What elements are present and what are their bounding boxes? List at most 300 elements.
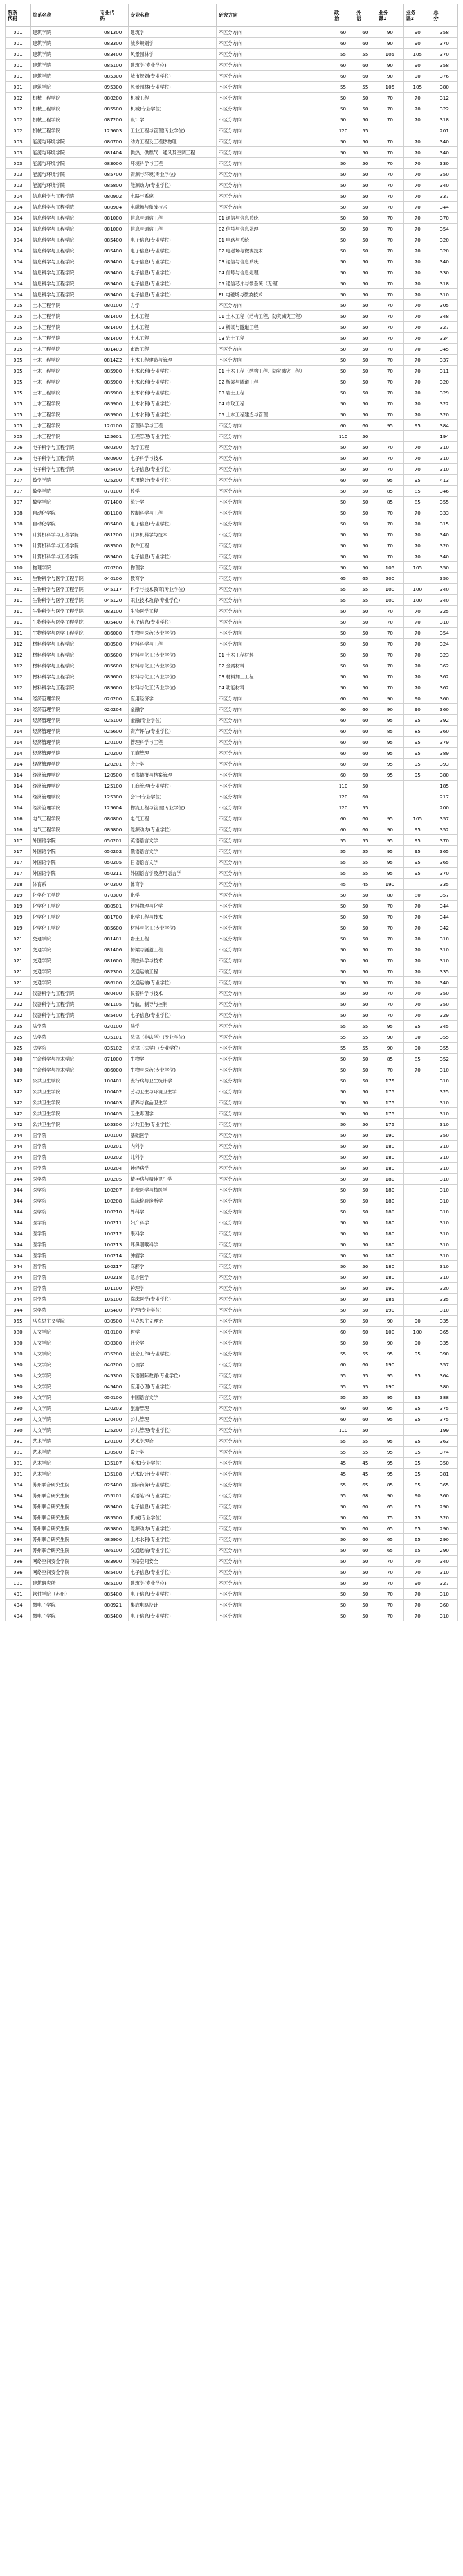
cell-course2-score: 65 bbox=[404, 1534, 431, 1545]
cell-course1-score: 90 bbox=[376, 693, 404, 704]
cell-politics-score: 50 bbox=[332, 1250, 354, 1261]
cell-dept-name: 数学学院 bbox=[30, 497, 98, 507]
cell-dept-name: 材料科学与工程学院 bbox=[30, 639, 98, 649]
cell-politics-score: 50 bbox=[332, 1578, 354, 1589]
cell-dept-code: 017 bbox=[6, 846, 31, 857]
cell-major-code: 100403 bbox=[98, 1097, 128, 1108]
cell-total-score: 310 bbox=[431, 1119, 458, 1130]
cell-dept-name: 能源与环境学院 bbox=[30, 136, 98, 147]
cell-major-name: 土木水利(专业学位) bbox=[128, 409, 216, 420]
cell-total-score: 365 bbox=[431, 1479, 458, 1490]
cell-total-score: 310 bbox=[431, 955, 458, 966]
cell-total-score: 370 bbox=[431, 835, 458, 846]
cell-major-name: 公共卫生(专业学位) bbox=[128, 1119, 216, 1130]
cell-research-direction: 不区分方向 bbox=[216, 966, 332, 977]
cell-foreign-score: 50 bbox=[354, 158, 376, 169]
cell-research-direction: 不区分方向 bbox=[216, 355, 332, 366]
cell-course2-score bbox=[404, 1217, 431, 1228]
cell-foreign-score: 45 bbox=[354, 1458, 376, 1469]
cell-dept-name: 医学院 bbox=[30, 1261, 98, 1272]
table-row bbox=[6, 1032, 458, 1043]
cell-research-direction: 不区分方向 bbox=[216, 595, 332, 606]
cell-dept-code: 044 bbox=[6, 1305, 31, 1316]
cell-dept-code: 044 bbox=[6, 1294, 31, 1305]
cell-major-name: 电子信息(专业学位) bbox=[128, 289, 216, 300]
cell-major-name: 职业技术教育(专业学位) bbox=[128, 595, 216, 606]
cell-research-direction: 02 电磁场与微波技术 bbox=[216, 245, 332, 256]
cell-research-direction: 不区分方向 bbox=[216, 1217, 332, 1228]
cell-total-score: 340 bbox=[431, 256, 458, 267]
cell-major-code: 020200 bbox=[98, 693, 128, 704]
cell-dept-name: 土木工程学院 bbox=[30, 376, 98, 387]
cell-course2-score: 70 bbox=[404, 1064, 431, 1075]
table-row bbox=[6, 442, 458, 453]
cell-politics-score: 50 bbox=[332, 1337, 354, 1348]
cell-politics-score: 50 bbox=[332, 1195, 354, 1206]
cell-dept-name: 材料科学与工程学院 bbox=[30, 671, 98, 682]
cell-major-name: 影像医学与核医学 bbox=[128, 1185, 216, 1195]
cell-dept-code: 003 bbox=[6, 169, 31, 180]
cell-politics-score: 50 bbox=[332, 1283, 354, 1294]
cell-research-direction: 不区分方向 bbox=[216, 922, 332, 933]
cell-course1-score: 105 bbox=[376, 49, 404, 60]
cell-politics-score: 60 bbox=[332, 737, 354, 748]
cell-total-score: 340 bbox=[431, 1556, 458, 1567]
cell-foreign-score: 60 bbox=[354, 813, 376, 824]
table-row bbox=[6, 464, 458, 475]
cell-foreign-score: 60 bbox=[354, 1534, 376, 1545]
cell-major-code: 085400 bbox=[98, 256, 128, 267]
cell-major-code: 081200 bbox=[98, 529, 128, 540]
cell-politics-score: 50 bbox=[332, 639, 354, 649]
cell-major-name: 电磁场与微波技术 bbox=[128, 202, 216, 213]
cell-major-code: 085900 bbox=[98, 398, 128, 409]
cell-course1-score: 70 bbox=[376, 147, 404, 158]
cell-foreign-score: 60 bbox=[354, 759, 376, 770]
cell-major-name: 外科学 bbox=[128, 1206, 216, 1217]
cell-foreign-score: 50 bbox=[354, 1228, 376, 1239]
cell-foreign-score: 50 bbox=[354, 93, 376, 103]
cell-course2-score bbox=[404, 1097, 431, 1108]
cell-politics-score: 60 bbox=[332, 770, 354, 781]
cell-dept-code: 055 bbox=[6, 1316, 31, 1327]
cell-dept-name: 信息科学与工程学院 bbox=[30, 234, 98, 245]
cell-course1-score: 70 bbox=[376, 1578, 404, 1589]
cell-major-name: 交通运输工程 bbox=[128, 966, 216, 977]
table-row bbox=[6, 409, 458, 420]
cell-dept-name: 网络空间安全学院 bbox=[30, 1567, 98, 1578]
cell-major-code: 025600 bbox=[98, 726, 128, 737]
cell-major-code: 125200 bbox=[98, 1425, 128, 1436]
cell-foreign-score: 50 bbox=[354, 1337, 376, 1348]
cell-major-code: 085400 bbox=[98, 1610, 128, 1621]
cell-course2-score bbox=[404, 1283, 431, 1294]
cell-major-code: 085400 bbox=[98, 551, 128, 562]
column-header-course1 bbox=[376, 4, 404, 27]
cell-dept-name: 经济管理学院 bbox=[30, 693, 98, 704]
cell-dept-name: 人文学院 bbox=[30, 1392, 98, 1403]
cell-course2-score bbox=[404, 1141, 431, 1152]
cell-research-direction: 不区分方向 bbox=[216, 944, 332, 955]
cell-politics-score: 50 bbox=[332, 966, 354, 977]
cell-course1-score: 180 bbox=[376, 1174, 404, 1185]
cell-course2-score bbox=[404, 1152, 431, 1163]
cell-course2-score: 95 bbox=[404, 1458, 431, 1469]
cell-dept-code: 084 bbox=[6, 1501, 31, 1512]
cell-course2-score: 95 bbox=[404, 857, 431, 868]
cell-course1-score: 70 bbox=[376, 1064, 404, 1075]
cell-total-score: 346 bbox=[431, 486, 458, 497]
table-row bbox=[6, 1217, 458, 1228]
cell-politics-score: 50 bbox=[332, 409, 354, 420]
cell-total-score: 381 bbox=[431, 1469, 458, 1479]
cell-politics-score: 110 bbox=[332, 431, 354, 442]
cell-major-code: 050205 bbox=[98, 857, 128, 868]
table-row bbox=[6, 256, 458, 267]
cell-dept-name: 经济管理学院 bbox=[30, 748, 98, 759]
cell-foreign-score: 50 bbox=[354, 191, 376, 202]
cell-course1-score: 70 bbox=[376, 922, 404, 933]
table-row bbox=[6, 922, 458, 933]
cell-total-score: 344 bbox=[431, 202, 458, 213]
cell-foreign-score: 50 bbox=[354, 912, 376, 922]
cell-foreign-score: 60 bbox=[354, 1327, 376, 1337]
table-row bbox=[6, 649, 458, 660]
cell-research-direction: 不区分方向 bbox=[216, 431, 332, 442]
cell-dept-code: 021 bbox=[6, 933, 31, 944]
cell-research-direction: 不区分方向 bbox=[216, 639, 332, 649]
cell-major-code: 085600 bbox=[98, 649, 128, 660]
cell-total-score: 322 bbox=[431, 103, 458, 114]
cell-course1-score: 90 bbox=[376, 1490, 404, 1501]
table-row bbox=[6, 1545, 458, 1556]
cell-major-name: 岩土工程 bbox=[128, 933, 216, 944]
table-row bbox=[6, 1610, 458, 1621]
cell-course1-score: 70 bbox=[376, 234, 404, 245]
cell-major-code: 055101 bbox=[98, 1490, 128, 1501]
cell-foreign-score: 50 bbox=[354, 355, 376, 366]
cell-foreign-score: 50 bbox=[354, 497, 376, 507]
cell-course2-score: 70 bbox=[404, 103, 431, 114]
cell-total-score: 358 bbox=[431, 60, 458, 71]
cell-course2-score: 70 bbox=[404, 398, 431, 409]
cell-dept-code: 081 bbox=[6, 1447, 31, 1458]
cell-politics-score: 50 bbox=[332, 671, 354, 682]
cell-foreign-score: 50 bbox=[354, 136, 376, 147]
cell-foreign-score: 50 bbox=[354, 453, 376, 464]
cell-course2-score: 70 bbox=[404, 158, 431, 169]
cell-course2-score: 80 bbox=[404, 890, 431, 901]
cell-foreign-score: 55 bbox=[354, 835, 376, 846]
cell-dept-name: 建筑学院 bbox=[30, 38, 98, 49]
cell-politics-score: 55 bbox=[332, 595, 354, 606]
cell-foreign-score: 50 bbox=[354, 1097, 376, 1108]
cell-politics-score: 50 bbox=[332, 1316, 354, 1327]
cell-course2-score: 95 bbox=[404, 1392, 431, 1403]
cell-course2-score bbox=[404, 879, 431, 890]
cell-major-name: 精神病与精神卫生学 bbox=[128, 1174, 216, 1185]
cell-research-direction: 不区分方向 bbox=[216, 759, 332, 770]
cell-research-direction: 不区分方向 bbox=[216, 1610, 332, 1621]
cell-course2-score bbox=[404, 1239, 431, 1250]
cell-research-direction: 不区分方向 bbox=[216, 551, 332, 562]
cell-course1-score: 70 bbox=[376, 376, 404, 387]
table-row bbox=[6, 540, 458, 551]
cell-major-name: 数学 bbox=[128, 486, 216, 497]
cell-course2-score: 70 bbox=[404, 1610, 431, 1621]
cell-dept-name: 建筑研究所 bbox=[30, 1578, 98, 1589]
cell-dept-name: 建筑学院 bbox=[30, 27, 98, 38]
cell-course2-score: 95 bbox=[404, 1348, 431, 1359]
cell-foreign-score: 50 bbox=[354, 922, 376, 933]
table-row bbox=[6, 267, 458, 278]
cell-total-score: 320 bbox=[431, 376, 458, 387]
cell-dept-code: 014 bbox=[6, 737, 31, 748]
cell-research-direction: 不区分方向 bbox=[216, 824, 332, 835]
cell-total-score: 327 bbox=[431, 1578, 458, 1589]
cell-dept-name: 经济管理学院 bbox=[30, 770, 98, 781]
cell-total-score: 305 bbox=[431, 300, 458, 311]
cell-politics-score: 60 bbox=[332, 813, 354, 824]
cell-research-direction: 不区分方向 bbox=[216, 802, 332, 813]
cell-major-code: 082300 bbox=[98, 966, 128, 977]
total-line2: 分 bbox=[433, 15, 439, 21]
table-row bbox=[6, 1447, 458, 1458]
cell-research-direction: 不区分方向 bbox=[216, 573, 332, 584]
cell-major-code: 095300 bbox=[98, 82, 128, 93]
table-row bbox=[6, 1108, 458, 1119]
cell-course2-score: 95 bbox=[404, 835, 431, 846]
cell-major-code: 130100 bbox=[98, 1436, 128, 1447]
cell-course1-score: 95 bbox=[376, 1414, 404, 1425]
cell-dept-code: 005 bbox=[6, 322, 31, 333]
cell-total-score: 355 bbox=[431, 1043, 458, 1054]
cell-research-direction: 04 市政工程 bbox=[216, 398, 332, 409]
cell-course2-score: 70 bbox=[404, 1589, 431, 1600]
cell-major-name: 图书情报与档案管理 bbox=[128, 770, 216, 781]
cell-dept-code: 014 bbox=[6, 781, 31, 791]
cell-foreign-score: 50 bbox=[354, 256, 376, 267]
cell-major-name: 土木工程 bbox=[128, 333, 216, 344]
cell-politics-score: 50 bbox=[332, 103, 354, 114]
cell-research-direction: 05 通信芯片与微系统（无锡） bbox=[216, 278, 332, 289]
cell-major-name: 化学 bbox=[128, 890, 216, 901]
cell-major-code: 085800 bbox=[98, 824, 128, 835]
cell-major-name: 体育学 bbox=[128, 879, 216, 890]
cell-foreign-score: 50 bbox=[354, 344, 376, 355]
cell-research-direction: 不区分方向 bbox=[216, 999, 332, 1010]
cell-major-code: 081100 bbox=[98, 507, 128, 518]
cell-major-name: 肿瘤学 bbox=[128, 1250, 216, 1261]
cell-course2-score: 70 bbox=[404, 649, 431, 660]
cell-course1-score: 70 bbox=[376, 311, 404, 322]
cell-major-code: 130500 bbox=[98, 1447, 128, 1458]
cell-major-name: 桥梁与隧道工程 bbox=[128, 944, 216, 955]
cell-major-name: 外国语言学及应用语言学 bbox=[128, 868, 216, 879]
cell-major-code: 081406 bbox=[98, 944, 128, 955]
cell-total-score: 348 bbox=[431, 311, 458, 322]
cell-course2-score bbox=[404, 1228, 431, 1239]
cell-course2-score: 100 bbox=[404, 595, 431, 606]
cell-major-code: 100405 bbox=[98, 1108, 128, 1119]
cell-course2-score: 90 bbox=[404, 1043, 431, 1054]
table-row bbox=[6, 202, 458, 213]
cell-politics-score: 55 bbox=[332, 1381, 354, 1392]
cell-politics-score: 50 bbox=[332, 1206, 354, 1217]
cell-total-score: 374 bbox=[431, 1447, 458, 1458]
cell-major-name: 设计学 bbox=[128, 114, 216, 125]
cell-dept-name: 能源与环境学院 bbox=[30, 180, 98, 191]
cell-major-name: 电子信息(专业学位) bbox=[128, 245, 216, 256]
cell-politics-score: 60 bbox=[332, 1403, 354, 1414]
cell-course1-score: 70 bbox=[376, 660, 404, 671]
cell-major-code: 080900 bbox=[98, 453, 128, 464]
table-row bbox=[6, 977, 458, 988]
cell-dept-code: 017 bbox=[6, 835, 31, 846]
cell-total-score: 312 bbox=[431, 93, 458, 103]
cell-dept-code: 014 bbox=[6, 802, 31, 813]
cell-dept-name: 土木工程学院 bbox=[30, 355, 98, 366]
cell-foreign-score: 60 bbox=[354, 770, 376, 781]
cell-course1-score: 90 bbox=[376, 1337, 404, 1348]
cell-major-code: 035200 bbox=[98, 1348, 128, 1359]
cell-major-code: 100210 bbox=[98, 1206, 128, 1217]
cell-dept-name: 电子科学与工程学院 bbox=[30, 453, 98, 464]
cell-major-code: 045120 bbox=[98, 595, 128, 606]
cell-total-score: 350 bbox=[431, 169, 458, 180]
cell-course1-score: 175 bbox=[376, 1108, 404, 1119]
cell-dept-code: 021 bbox=[6, 955, 31, 966]
cell-research-direction: 不区分方向 bbox=[216, 82, 332, 93]
cell-research-direction: 不区分方向 bbox=[216, 770, 332, 781]
cell-total-score: 340 bbox=[431, 584, 458, 595]
table-row bbox=[6, 49, 458, 60]
table-row bbox=[6, 103, 458, 114]
cell-course2-score bbox=[404, 1272, 431, 1283]
cell-course2-score: 70 bbox=[404, 540, 431, 551]
column-header-major-name: 专业名称 bbox=[128, 4, 216, 27]
major-code-line2: 码 bbox=[100, 15, 105, 21]
cell-major-code: 070200 bbox=[98, 562, 128, 573]
cell-total-score: 329 bbox=[431, 1010, 458, 1021]
cell-total-score: 358 bbox=[431, 27, 458, 38]
cell-course2-score: 70 bbox=[404, 256, 431, 267]
cell-major-name: 软件工程 bbox=[128, 540, 216, 551]
cell-research-direction: 03 通信与信息系统 bbox=[216, 256, 332, 267]
cell-dept-name: 微电子学院 bbox=[30, 1600, 98, 1610]
cell-politics-score: 50 bbox=[332, 1294, 354, 1305]
table-row bbox=[6, 387, 458, 398]
table-row bbox=[6, 912, 458, 922]
cell-course2-score: 70 bbox=[404, 169, 431, 180]
cell-major-name: 土木工程建造与管理 bbox=[128, 355, 216, 366]
cell-total-score: 352 bbox=[431, 1054, 458, 1064]
cell-research-direction: 不区分方向 bbox=[216, 1021, 332, 1032]
cell-dept-name: 法学院 bbox=[30, 1021, 98, 1032]
cell-major-name: 电子信息(专业学位) bbox=[128, 234, 216, 245]
cell-politics-score: 50 bbox=[332, 890, 354, 901]
cell-course2-score: 85 bbox=[404, 497, 431, 507]
cell-research-direction: 不区分方向 bbox=[216, 1447, 332, 1458]
cell-research-direction: 不区分方向 bbox=[216, 1600, 332, 1610]
cell-course1-score: 65 bbox=[376, 1523, 404, 1534]
cell-total-score: 379 bbox=[431, 737, 458, 748]
cell-course1-score: 80 bbox=[376, 890, 404, 901]
cell-major-code: 100401 bbox=[98, 1075, 128, 1086]
cell-dept-code: 005 bbox=[6, 431, 31, 442]
cell-foreign-score: 60 bbox=[354, 791, 376, 802]
cell-politics-score: 50 bbox=[332, 551, 354, 562]
cell-total-score: 310 bbox=[431, 453, 458, 464]
cell-major-name: 旅游管理 bbox=[128, 1403, 216, 1414]
column-header-major-code bbox=[98, 4, 128, 27]
cell-foreign-score: 60 bbox=[354, 715, 376, 726]
cell-research-direction: 01 土木工程材料 bbox=[216, 649, 332, 660]
cell-course1-score: 95 bbox=[376, 759, 404, 770]
cell-major-code: 080700 bbox=[98, 136, 128, 147]
cell-total-score: 320 bbox=[431, 1283, 458, 1294]
cell-dept-name: 机械工程学院 bbox=[30, 103, 98, 114]
table-row bbox=[6, 988, 458, 999]
cell-major-name: 儿科学 bbox=[128, 1152, 216, 1163]
cell-course2-score: 90 bbox=[404, 704, 431, 715]
cell-course1-score: 70 bbox=[376, 1010, 404, 1021]
cell-course1-score bbox=[376, 802, 404, 813]
cell-total-score: 310 bbox=[431, 1228, 458, 1239]
cell-dept-code: 081 bbox=[6, 1458, 31, 1469]
cell-course1-score: 175 bbox=[376, 1097, 404, 1108]
cell-politics-score: 55 bbox=[332, 857, 354, 868]
cell-dept-code: 044 bbox=[6, 1272, 31, 1283]
cell-foreign-score: 55 bbox=[354, 125, 376, 136]
table-row bbox=[6, 824, 458, 835]
cell-course2-score bbox=[404, 1206, 431, 1217]
cell-dept-name: 艺术学院 bbox=[30, 1458, 98, 1469]
cell-dept-name: 建筑学院 bbox=[30, 49, 98, 60]
cell-total-score: 392 bbox=[431, 715, 458, 726]
cell-major-name: 流行病与卫生统计学 bbox=[128, 1075, 216, 1086]
cell-foreign-score: 50 bbox=[354, 103, 376, 114]
cell-foreign-score: 55 bbox=[354, 1392, 376, 1403]
cell-total-score: 310 bbox=[431, 1152, 458, 1163]
cell-course1-score: 70 bbox=[376, 682, 404, 693]
cell-total-score: 370 bbox=[431, 38, 458, 49]
cell-major-code: 030100 bbox=[98, 1021, 128, 1032]
cell-dept-name: 电气工程学院 bbox=[30, 824, 98, 835]
cell-dept-code: 014 bbox=[6, 726, 31, 737]
cell-dept-name: 化学化工学院 bbox=[30, 912, 98, 922]
cell-major-name: 生物与医药(专业学位) bbox=[128, 1064, 216, 1075]
cell-foreign-score: 60 bbox=[354, 693, 376, 704]
cell-dept-name: 仪器科学与工程学院 bbox=[30, 1010, 98, 1021]
cell-foreign-score: 50 bbox=[354, 1217, 376, 1228]
cell-course1-score: 70 bbox=[376, 114, 404, 125]
cell-course2-score: 90 bbox=[404, 71, 431, 82]
cell-dept-code: 080 bbox=[6, 1403, 31, 1414]
cell-total-score: 413 bbox=[431, 475, 458, 486]
cell-major-name: 工业工程与管理(专业学位) bbox=[128, 125, 216, 136]
cell-dept-name: 医学院 bbox=[30, 1228, 98, 1239]
cell-foreign-score: 55 bbox=[354, 1021, 376, 1032]
column-header-foreign bbox=[354, 4, 376, 27]
cell-dept-name: 医学院 bbox=[30, 1174, 98, 1185]
cell-major-name: 建筑学(专业学位) bbox=[128, 1578, 216, 1589]
cell-dept-name: 马克思主义学院 bbox=[30, 1316, 98, 1327]
cell-major-name: 土木水利(专业学位) bbox=[128, 376, 216, 387]
cell-major-name: 光学工程 bbox=[128, 442, 216, 453]
cell-research-direction: 不区分方向 bbox=[216, 191, 332, 202]
cell-research-direction: 不区分方向 bbox=[216, 562, 332, 573]
